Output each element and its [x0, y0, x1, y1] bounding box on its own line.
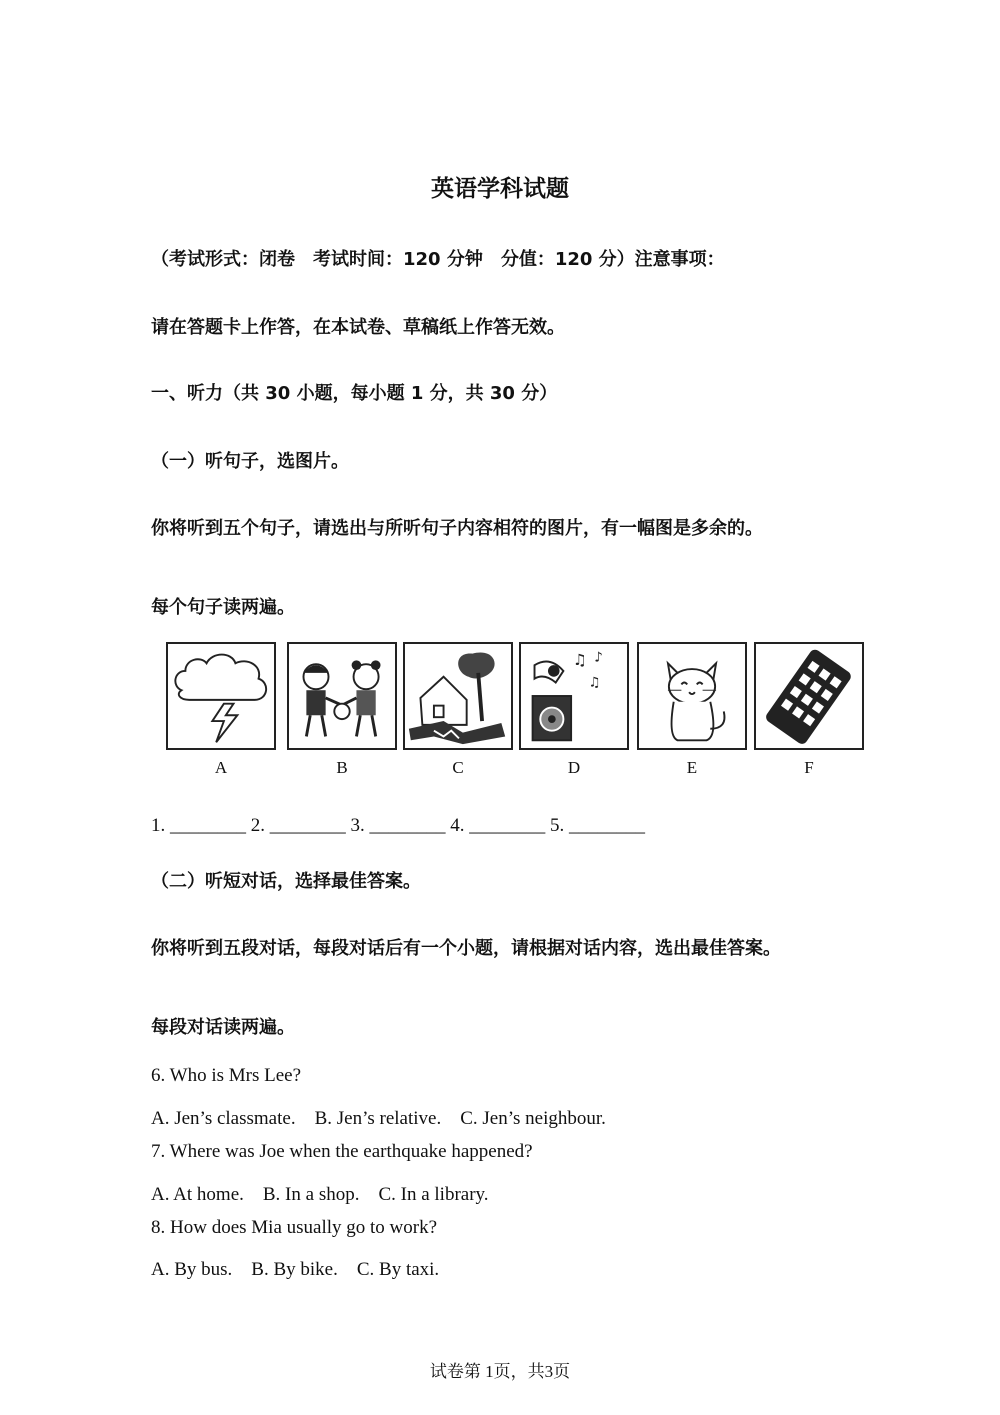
answer-blanks: 1. ________ 2. ________ 3. ________ 4. ________ 5. ________ — [151, 815, 645, 836]
picture-label-f: F — [804, 758, 814, 777]
picture-f — [754, 642, 864, 750]
part1-instruction: 你将听到五个句子，请选出与所听句子内容相符的图片，有一幅图是多余的。 — [151, 518, 763, 539]
page-title: 英语学科试题 — [431, 176, 569, 202]
part1-repeat-note: 每个句子读两遍。 — [151, 597, 295, 618]
question-6: 6. Who is Mrs Lee? — [151, 1065, 302, 1086]
children-fighting-icon — [289, 644, 395, 748]
page-footer: 试卷第 1页，共3页 — [429, 1362, 571, 1381]
cat-icon — [639, 644, 745, 748]
smartphone-icon — [756, 644, 862, 748]
question-6-options: A. Jen’s classmate. B. Jen’s relative. C. Jen’s neighbour. — [151, 1108, 606, 1129]
question-7-options: A. At home. B. In a shop. C. In a library. — [151, 1184, 489, 1205]
picture-b — [287, 642, 397, 750]
part1-title: （一）听句子，选图片。 — [151, 451, 349, 472]
thunderstorm-cloud-icon — [168, 644, 274, 748]
picture-label-d: D — [567, 758, 581, 777]
picture-d — [519, 642, 629, 750]
picture-label-c: C — [452, 758, 464, 777]
picture-label-e: E — [686, 758, 698, 777]
earthquake-house-icon — [405, 644, 511, 748]
part2-title: （二）听短对话，选择最佳答案。 — [151, 871, 421, 892]
question-8: 8. How does Mia usually go to work? — [151, 1217, 438, 1238]
music-speaker-icon — [521, 644, 627, 748]
picture-c — [403, 642, 513, 750]
exam-info: （考试形式：闭卷 考试时间：120 分钟 分值：120 分）注意事项： — [151, 249, 725, 270]
picture-label-a: A — [214, 758, 228, 777]
question-8-options: A. By bus. B. By bike. C. By taxi. — [151, 1259, 440, 1280]
part2-instruction: 你将听到五段对话，每段对话后有一个小题，请根据对话内容，选出最佳答案。 — [151, 938, 781, 959]
svg-text:♫: ♫ — [588, 674, 601, 691]
question-7: 7. Where was Joe when the earthquake happened? — [151, 1141, 533, 1162]
notice: 请在答题卡上作答，在本试卷、草稿纸上作答无效。 — [151, 317, 565, 338]
picture-a — [166, 642, 276, 750]
svg-text:♫: ♫ — [573, 651, 587, 670]
section-heading-listening: 一、听力（共 30 小题，每小题 1 分，共 30 分） — [151, 383, 558, 404]
picture-e — [637, 642, 747, 750]
part2-repeat-note: 每段对话读两遍。 — [151, 1017, 295, 1038]
svg-text:♪: ♪ — [594, 649, 603, 666]
picture-label-b: B — [336, 758, 348, 777]
